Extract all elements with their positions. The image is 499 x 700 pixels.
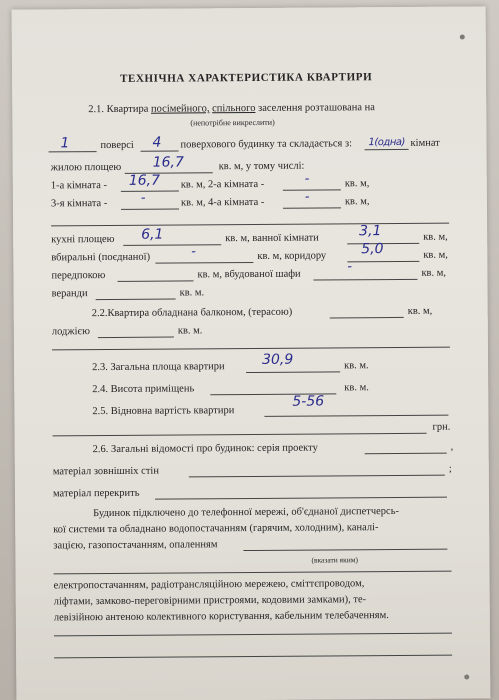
floors-total-value: 4	[152, 134, 162, 151]
project-series-label: 2.6. Загальні відомості про будинок: серія проекту	[92, 442, 318, 456]
total-area-value: 30,9	[261, 351, 294, 368]
room4-field	[283, 207, 341, 208]
blank-line	[51, 223, 449, 227]
floor-field	[49, 151, 97, 152]
value-field	[264, 415, 448, 417]
restoration-value: 5-56	[292, 393, 325, 410]
closet-label: кв. м, вбудованої шафи	[197, 268, 301, 281]
heating-field	[243, 549, 447, 551]
semicolon: ;	[448, 463, 452, 475]
utilities-text-6: левізійною антеною колективного користування, кабельним телебаченням.	[53, 610, 389, 624]
veranda-field	[96, 299, 176, 301]
strike-note: (непотрібне викреслити)	[190, 117, 275, 128]
room2-label: кв. м, 2-а кімната -	[180, 178, 265, 191]
living-area-value: 16,7	[152, 154, 184, 171]
closet-value: -	[347, 259, 353, 275]
walls-field	[189, 475, 445, 478]
room3-label: 3-я кімната -	[50, 197, 108, 210]
living-area-unit: кв. м, у тому числі:	[218, 160, 305, 173]
corridor-unit: кв. м,	[423, 249, 448, 261]
height-unit: кв. м.	[344, 382, 369, 394]
utilities-text-4: електропостачанням, радіотрансляційною мережею, сміттєпроводом,	[53, 578, 365, 592]
rooms-value: 1(одна)	[368, 136, 405, 149]
room4-value: -	[304, 189, 310, 205]
utilities-text-2: кої системи та обладнано водопостачанням (гарячим, холодним), каналі-	[53, 522, 379, 536]
bathroom-unit: кв. м,	[423, 231, 448, 243]
kitchen-label: кухні площею	[51, 233, 115, 246]
room2-value: -	[304, 171, 310, 187]
closet-field	[313, 279, 417, 281]
blank-line	[52, 347, 450, 351]
balcony-label: 2.2.Квартира обладнана балконом, (терасою)	[91, 306, 293, 320]
total-area-field	[246, 371, 340, 373]
utilities-text-1: Будинок підключено до телефонної мережі, об'єднаної диспетчерсь-	[93, 505, 400, 520]
utilities-text-3: зацією, газопостачанням, опаленням	[53, 539, 218, 552]
bathroom-label: кв. м, ванної кімнати	[225, 232, 319, 245]
toilet-field	[155, 262, 253, 264]
kitchen-value: 6,1	[141, 226, 164, 243]
section-2-1-line1: 2.1. Квартира посімейного, спільного заселення розташована на	[88, 102, 375, 116]
room4-unit: кв. м,	[344, 196, 370, 208]
blank-line	[54, 633, 452, 637]
value-field-2	[53, 433, 427, 437]
hallway-label: передпокою	[51, 270, 106, 282]
closet-unit: кв. м,	[421, 267, 447, 279]
loggia-label: лоджією	[51, 326, 90, 338]
value-label: 2.5. Відновна вартість квартири	[92, 405, 235, 418]
corridor-value: 5,0	[361, 241, 384, 258]
room2-unit: кв. м,	[344, 178, 370, 190]
balcony-unit: кв. м,	[407, 305, 433, 317]
room1-label: 1-а кімната -	[50, 180, 108, 192]
room3-field	[121, 208, 179, 209]
floors-label: поверхового будинку та складається з:	[180, 138, 353, 151]
toilet-value: -	[191, 244, 197, 260]
document-page	[12, 6, 491, 700]
hallway-field	[117, 280, 193, 282]
room1-value: 16,7	[128, 172, 161, 189]
total-area-unit: кв. м.	[344, 360, 369, 372]
comma: ,	[450, 441, 454, 453]
room4-label: кв. м, 4-а кімната -	[180, 196, 265, 209]
document-title: ТЕХНІЧНА ХАРАКТЕРИСТИКА КВАРТИРИ	[120, 71, 373, 85]
rooms-label: кімнат	[410, 137, 440, 149]
floor-label: поверсі	[100, 139, 134, 152]
total-area-label: 2.3. Загальна площа квартири	[92, 361, 225, 374]
balcony-field	[330, 317, 404, 319]
project-series-field	[365, 453, 447, 455]
ceilings-field	[155, 497, 447, 500]
veranda-label: веранди	[51, 288, 88, 300]
toilet-label: вбиральні (поєднаної)	[51, 251, 151, 264]
blank-line	[54, 655, 452, 659]
veranda-unit: кв. м.	[179, 287, 205, 299]
kitchen-field	[123, 244, 221, 246]
room2-field	[283, 189, 341, 190]
staple-hole	[464, 674, 469, 679]
loggia-unit: кв. м.	[177, 325, 203, 337]
floors-total-field	[141, 151, 179, 152]
walls-label: матеріал зовнішніх стін	[52, 465, 159, 478]
room1-field	[121, 190, 179, 191]
floor-value: 1	[60, 135, 70, 152]
ceilings-label: матеріал перекрить	[52, 487, 140, 500]
heating-note: (вказати яким)	[311, 555, 358, 565]
room3-value: -	[140, 190, 146, 206]
height-label: 2.4. Висота приміщень	[92, 383, 195, 396]
utilities-text-5: ліфтами, замково-переговірними пристроями, кодовими замками), те-	[53, 594, 367, 608]
loggia-field	[98, 337, 174, 339]
value-unit: грн.	[432, 421, 451, 433]
corridor-field	[347, 261, 419, 263]
corridor-label: кв. м, коридору	[257, 250, 327, 262]
blank-line	[54, 571, 452, 575]
staple-hole	[460, 34, 465, 39]
bathroom-value: 3,1	[359, 223, 382, 240]
living-area-label: жилою площею	[50, 161, 122, 174]
